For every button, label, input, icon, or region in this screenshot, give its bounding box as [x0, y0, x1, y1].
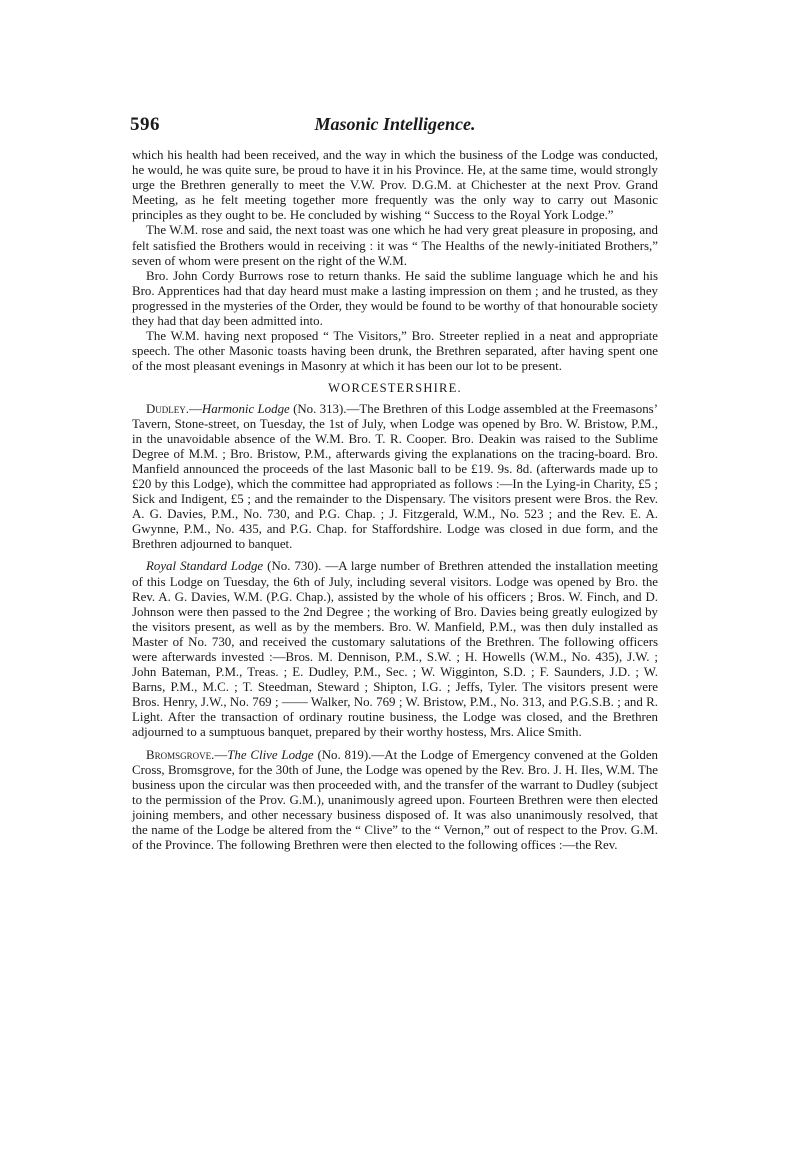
page-header: [130, 114, 660, 138]
paragraph-dudley-harmonic: Dudley.—Harmonic Lodge (No. 313).—The Brethren of this Lodge assembled at the Freemasons’ Tavern, Stone-street, on Tuesday, the 1st of July, when Lodge was opened by Bro. W. Bristow, P.M., in the unavoidable absence of the W.M. Bro. T. R. Cooper. Bro. Deakin was raised to the Sublime Degree of M.M. ; Bro. Bristow, P.M., afterwards giving the explanations on the tracing-board. Bro. Manfield announced the proceeds of the last Masonic ball to be £19. 9s. 8d. (afterwards made up to £20 by this Lodge), which the committee had appropriated as follows :—In the Lying-in Charity, £5 ; Sick and Indigent, £5 ; and the remainder to the Dispensary. The visitors present were Bros. the Rev. A. G. Davies, P.M., No. 730, and P.G. Chap. ; J. Fitzgerald, W.M., No. 523 ; and the Rev. E. A. Gwynne, P.M., No. 435, and P.G. Chap. for Staffordshire. Lodge was closed in due form, and the Brethren adjourned to banquet.: [132, 401, 658, 552]
paragraph-visitors-toast: The W.M. having next proposed “ The Visitors,” Bro. Streeter replied in a neat and appropriate speech. The other Masonic toasts having been drunk, the Brethren separated, after having spent one of the most pleasant evenings in Masonry at which it has been our lot to be present.: [132, 329, 658, 374]
paragraph-text: (No. 730). —A large number of Brethren attended the installation meeting of this Lodge on Tuesday, the 6th of July, including several visitors. Lodge was opened by Bro. the Rev. A. G. Davies, W.M. (P.G. Chap.), assisted by the whole of his officers ; Bros. W. Finch, and D. Johnson were then passed to the 2nd Degree ; the working of Bro. Davies being greatly eulogized by the visitors present, as well as by the members. Bro. W. Manfield, P.M., was then duly installed as Master of No. 730, and received the customary salutations of the Brethren. The following officers were afterwards invested :—Bros. M. Dennison, P.M., S.W. ; H. Howells (W.M., No. 435), J.W. ; John Bateman, P.M., Treas. ; E. Dudley, P.M., Sec. ; W. Wigginton, S.D. ; F. Saunders, J.D. ; W. Barns, P.M., M.C. ; T. Steedman, Steward ; Shipton, I.G. ; Jeffs, Tyler. The visitors present were Bros. Henry, J.W., No. 769 ; —— Walker, No. 769 ; W. Bristow, P.M., No. 313, and P.G.S.B. ; and R. Light. After the transaction of ordinary routine business, the Lodge was closed, and the Brethren adjourned to a sumptuous banquet, prepared by their worthy hostess, Mrs. Alice Smith.: [132, 559, 658, 740]
article-body: [132, 148, 658, 853]
paragraph-text: (No. 313).—The Brethren of this Lodge assembled at the Freemasons’ Tavern, Stone-street, on Tuesday, the 1st of July, when Lodge was opened by Bro. W. Bristow, P.M., in the unavoidable absence of the W.M. Bro. T. R. Cooper. Bro. Deakin was raised to the Sublime Degree of M.M. ; Bro. Bristow, P.M., afterwards giving the explanations on the tracing-board. Bro. Manfield announced the proceeds of the last Masonic ball to be £19. 9s. 8d. (afterwards made up to £20 by this Lodge), which the committee had appropriated as follows :—In the Lying-in Charity, £5 ; Sick and Indigent, £5 ; and the remainder to the Dispensary. The visitors present were Bros. the Rev. A. G. Davies, P.M., No. 730, and P.G. Chap. ; J. Fitzgerald, W.M., No. 523 ; and the Rev. E. A. Gwynne, P.M., No. 435, and P.G. Chap. for Staffordshire. Lodge was closed in due form, and the Brethren adjourned to banquet.: [132, 401, 658, 552]
paragraph-bromsgrove-clive: Bromsgrove.—The Clive Lodge (No. 819).—At the Lodge of Emergency convened at the Golden Cross, Bromsgrove, for the 30th of June, the Lodge was opened by the Rev. Bro. J. H. Iles, W.M. The business upon the circular was then proceeded with, and the transfer of the warrant to Dudley (subject to the permission of the Prov. G.M.), unanimously agreed upon. Fourteen Brethren were then elected joining members, and other necessary business disposed of. It was also unanimously resolved, that the name of the Lodge be altered from the “ Clive” to the “ Vernon,” out of respect to the Prov. G.M. of the Province. The following Brethren were then elected to the following offices :—the Rev.: [132, 747, 658, 853]
paragraph-gap: [132, 552, 658, 559]
paragraph-royal-standard: [132, 559, 658, 740]
paragraph-burrows-reply: Bro. John Cordy Burrows rose to return thanks. He said the sublime language which he and his Bro. Apprentices had that day heard must make a lasting impression on them ; and he trusted, as they progressed in the mysteries of the Order, they would be found to be worthy of that honourable society they had that day been admitted into.: [132, 268, 658, 329]
section-heading: WORCESTERSHIRE.: [328, 381, 462, 396]
place-name-bromsgrove: Bromsgrove.: [146, 747, 215, 762]
lodge-name-harmonic: Harmonic Lodge: [201, 401, 290, 416]
paragraph-toast-new-brothers: The W.M. rose and said, the next toast was one which he had very great pleasure in proposing, and felt satisfied the Brothers would in receiving : it was “ The Healths of the newly-initiated Brothers,” seven of whom were present on the right of the W.M.: [132, 223, 658, 268]
running-title: Masonic Intelligence.: [314, 114, 476, 134]
paragraph-text: (No. 819).—At the Lodge of Emergency convened at the Golden Cross, Bromsgrove, for the 30th of June, the Lodge was opened by the Rev. Bro. J. H. Iles, W.M. The business upon the circular was then proceeded with, and the transfer of the warrant to Dudley (subject to the permission of the Prov. G.M.), unanimously agreed upon. Fourteen Brethren were then elected joining members, and other necessary business disposed of. It was also unanimously resolved, that the name of the Lodge be altered from the “ Clive” to the “ Vernon,” out of respect to the Prov. G.M. of the Province. The following Brethren were then elected to the following offices :—the Rev.: [132, 747, 658, 853]
paragraph-gap: [132, 741, 658, 748]
place-name-dudley: Dudley.: [146, 401, 190, 416]
page-number: 596: [130, 114, 160, 135]
lodge-name-clive: The Clive Lodge: [227, 747, 314, 762]
lodge-name-royal-standard: Royal Standard Lodge: [146, 559, 264, 574]
paragraph-continuation: which his health had been received, and the way in which the business of the Lodge was conducted, he would, he was quite sure, be proud to have it in his Province. He, at the same time, would strongly urge the Brethren generally to meet the V.W. Prov. D.G.M. at Chichester at the next Prov. Grand Meeting, as he felt meeting together more frequently was the only way to carry out Masonic principles as they ought to be. He concluded by wishing “ Success to the Royal York Lodge.”: [132, 148, 658, 223]
